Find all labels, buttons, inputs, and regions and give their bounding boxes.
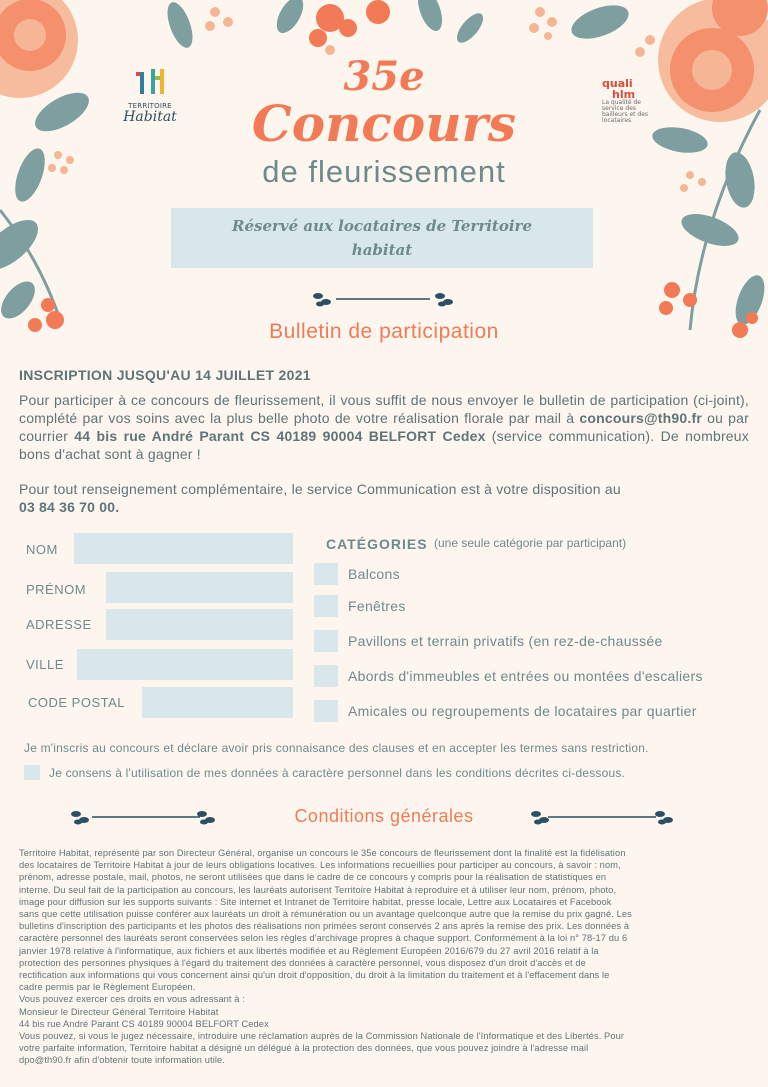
- intro-paragraph: [19, 391, 749, 463]
- legal-line: caractère personnel des lauréats seront conservées selon les règles d'archivage propres à chaque support. Conformément à la loi n° 78-17 du 6: [19, 933, 628, 944]
- consent-checkbox[interactable]: [24, 765, 40, 780]
- contest-number: 35e: [343, 53, 425, 100]
- field-label-code-postal: CODE POSTAL: [28, 695, 126, 710]
- reserved-note: Réservé aux locataires de Territoire habitat: [231, 217, 532, 259]
- legal-line: bulletins d'inscription des participants et les photos des réalisations non primées seront conservés 2 ans après la remise des prix. Les données à: [19, 921, 630, 932]
- consent-label: Je consens à l'utilisation de mes données à caractère personnel dans les conditions décrites ci-dessous.: [49, 766, 626, 780]
- conditions-title: Conditions générales: [294, 806, 474, 826]
- legal-line: interne. Du seul fait de la participation au concours, les lauréats autorisent Territoire Habitat à reproduire et à utiliser leur nom, prénom, photo,: [19, 884, 617, 895]
- contact-text: Pour tout renseignement complémentaire, le service Communication est à votre disposition au: [19, 481, 621, 497]
- nom-input[interactable]: [74, 533, 293, 564]
- prenom-input[interactable]: [106, 572, 293, 603]
- category-label-amicales: Amicales ou regroupements de locataires par quartier: [348, 703, 697, 719]
- contact-phone: 03 84 36 70 00.: [19, 499, 120, 515]
- category-checkbox-fenetres[interactable]: [314, 595, 338, 617]
- intro-text-1: Pour participer à ce concours de fleurissement, il vous suffit de nous envoyer le bulletin de participation (ci-joint), complété par vos soins avec la plus belle photo de votre réalisation florale par mail à: [19, 392, 749, 426]
- deadline-heading: INSCRIPTION JUSQU'AU 14 JUILLET 2021: [19, 367, 311, 383]
- legal-line: sans que cette utilisation puisse conférer aux lauréats un droit à rémunération ou un avantage quelconque autre que la remise du prix gagné. Les: [19, 909, 632, 920]
- reserved-banner: [171, 208, 593, 268]
- legal-line: rectification aux informations qui vous concernent ainsi qu'un droit d'opposition, du droit à la limitation du traitement et à l'effacement dans le: [19, 970, 610, 981]
- legal-line: votre parfaite information, Territoire habitat a désigné un délégué à la protection des données, que vous pouvez joindre à l'adresse mail: [19, 1043, 589, 1054]
- legal-line: Territoire Habitat, représenté par son Directeur Général, organise un concours le 35e concours de fleurissement dont la finalité est la fidélisation: [19, 848, 626, 858]
- category-label-pavillons: Pavillons et terrain privatifs (en rez-de-chaussée: [348, 633, 663, 649]
- contest-email: concours@th90.fr: [579, 410, 702, 426]
- legal-line: Vous pouvez, si vous le jugez nécessaire, introduire une réclamation auprès de la Commission Nationale de l'Informatique et des Libertés. Pour: [19, 1031, 625, 1042]
- logo-right-line1: quali: [602, 77, 633, 90]
- categories-title: CATÉGORIES: [326, 536, 428, 552]
- field-label-nom: NOM: [26, 542, 58, 557]
- bulletin-title: Bulletin de participation: [269, 320, 499, 343]
- code-postal-input[interactable]: [142, 687, 293, 718]
- category-checkbox-abords[interactable]: [314, 665, 338, 687]
- legal-line: protection des personnes physiques à l'égard du traitement des données à caractère personnel, vous disposez d'un droit d'accès et de: [19, 957, 586, 968]
- legal-line: Monsieur le Directeur Général Territoire Habitat: [19, 1006, 219, 1017]
- ville-input[interactable]: [77, 649, 293, 680]
- postal-address: 44 bis rue André Parant CS 40189 90004 BELFORT Cedex: [74, 428, 486, 444]
- legal-line: dpo@th90.fr afin d'obtenir toute information utile.: [19, 1055, 225, 1066]
- category-label-balcons: Balcons: [348, 566, 400, 582]
- field-label-adresse: ADRESSE: [26, 617, 92, 632]
- category-label-abords: Abords d'immeubles et entrées ou montées d'escaliers: [348, 668, 703, 684]
- contest-subtitle: de fleurissement: [262, 154, 506, 189]
- legal-line: image pour diffusion sur les supports suivants : Site internet et Intranet de Territoire habitat, presse locale, Lettre aux Locataires et Facebook: [19, 896, 612, 907]
- legal-line: prénom, adresse postale, mail, photos, ne seront utilisées que dans le cadre de ce concours y compris pour la réalisation de statistiques en: [19, 872, 607, 883]
- inscription-declaration: Je m'inscris au concours et déclare avoir pris connaisance des clauses et en accepter les termes sans restriction.: [24, 741, 649, 755]
- category-checkbox-amicales[interactable]: [314, 700, 338, 722]
- field-label-ville: VILLE: [26, 657, 64, 672]
- legal-line: 44 bis rue André Parant CS 40189 90004 BELFORT Cedex: [19, 1018, 269, 1029]
- categories-subtitle: (une seule catégorie par participant): [434, 536, 627, 550]
- category-checkbox-balcons[interactable]: [314, 563, 338, 585]
- field-label-prenom: PRÉNOM: [26, 582, 87, 597]
- category-checkbox-pavillons[interactable]: [314, 630, 338, 652]
- category-label-fenetres: Fenêtres: [348, 598, 406, 614]
- legal-line: cadre permis par le Règlement Européen.: [19, 982, 196, 993]
- intro-text-2: ou par courrier: [19, 410, 749, 444]
- adresse-input[interactable]: [106, 609, 293, 640]
- legal-line: janvier 1978 relative à l'informatique, aux fichiers et aux libertés modifiée et au Règlement Européen 2016/679 du 27 avril 2016 relatif à la: [19, 945, 599, 956]
- contact-paragraph: [19, 480, 749, 516]
- contest-title: Concours: [251, 94, 517, 153]
- logo-right-line2: hlm: [612, 88, 636, 101]
- logo-right-tagline: La qualité de service des bailleurs et des locataires: [602, 99, 649, 124]
- legal-line: des locataires de Territoire Habitat à jour de leurs obligations locatives. Les informations recueillies pour participer au concours, à savoir : nom,: [19, 860, 621, 871]
- legal-line: Vous pouvez exercer ces droits en vous adressant à :: [19, 994, 245, 1005]
- conditions-text: [19, 847, 749, 1067]
- intro-text-3: (service communication). De nombreux bons d'achat sont à gagner !: [19, 428, 749, 462]
- logo-left-line1: TERRITOIRE: [128, 102, 172, 110]
- logo-left-line2: Habitat: [123, 109, 177, 125]
